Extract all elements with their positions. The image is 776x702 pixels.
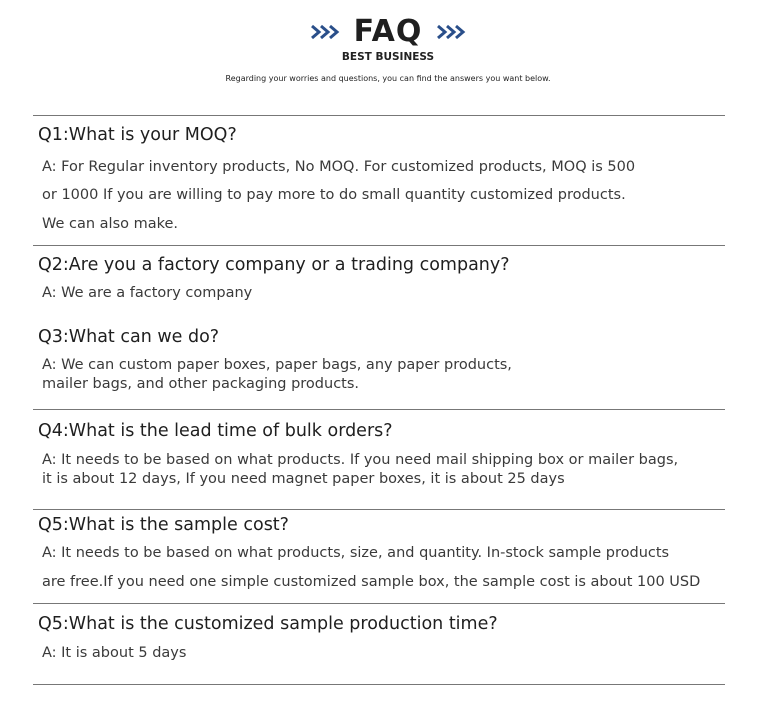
- faq-question-5: Q5:What is the sample cost?: [38, 515, 289, 535]
- faq-answer-4-line-2: it is about 12 days, If you need magnet paper boxes, it is about 25 days: [42, 471, 565, 487]
- divider: [33, 509, 725, 510]
- faq-question-1: Q1:What is your MOQ?: [38, 125, 237, 145]
- faq-question-2: Q2:Are you a factory company or a trading company?: [38, 255, 510, 275]
- divider: [33, 409, 725, 410]
- title-row: [0, 14, 776, 49]
- divider: [33, 603, 725, 604]
- faq-answer-3-line-2: mailer bags, and other packaging products.: [42, 376, 360, 392]
- divider: [33, 684, 725, 685]
- page-subtitle: BEST BUSINESS: [341, 51, 435, 63]
- double-chevron-right-icon: [436, 24, 466, 40]
- faq-answer-4-line-1: A: It needs to be based on what products. If you need mail shipping box or mailer bags,: [42, 452, 679, 468]
- divider: [33, 245, 725, 246]
- divider: [33, 115, 725, 116]
- faq-answer-1-line-1: A: For Regular inventory products, No MOQ. For customized products, MOQ is 500: [42, 159, 636, 175]
- faq-question-3: Q3:What can we do?: [38, 327, 220, 347]
- faq-answer-1-line-3: We can also make.: [42, 216, 179, 232]
- double-chevron-right-icon: [310, 24, 340, 40]
- faq-answer-3-line-1: A: We can custom paper boxes, paper bags, any paper products,: [42, 357, 512, 373]
- faq-question-6: Q5:What is the customized sample production time?: [38, 614, 498, 634]
- intro-text: Regarding your worries and questions, you can find the answers you want below.: [225, 74, 551, 83]
- faq-header: [0, 14, 776, 63]
- faq-answer-6-line-1: A: It is about 5 days: [42, 645, 187, 661]
- faq-answer-2-line-1: A: We are a factory company: [42, 285, 253, 301]
- faq-question-4: Q4:What is the lead time of bulk orders?: [38, 421, 393, 441]
- page-title: FAQ: [353, 14, 423, 49]
- faq-answer-5-line-2: are free.If you need one simple customized sample box, the sample cost is about 100 USD: [42, 574, 701, 590]
- faq-answer-1-line-2: or 1000 If you are willing to pay more to do small quantity customized products.: [42, 187, 626, 203]
- faq-answer-5-line-1: A: It needs to be based on what products, size, and quantity. In-stock sample products: [42, 545, 670, 561]
